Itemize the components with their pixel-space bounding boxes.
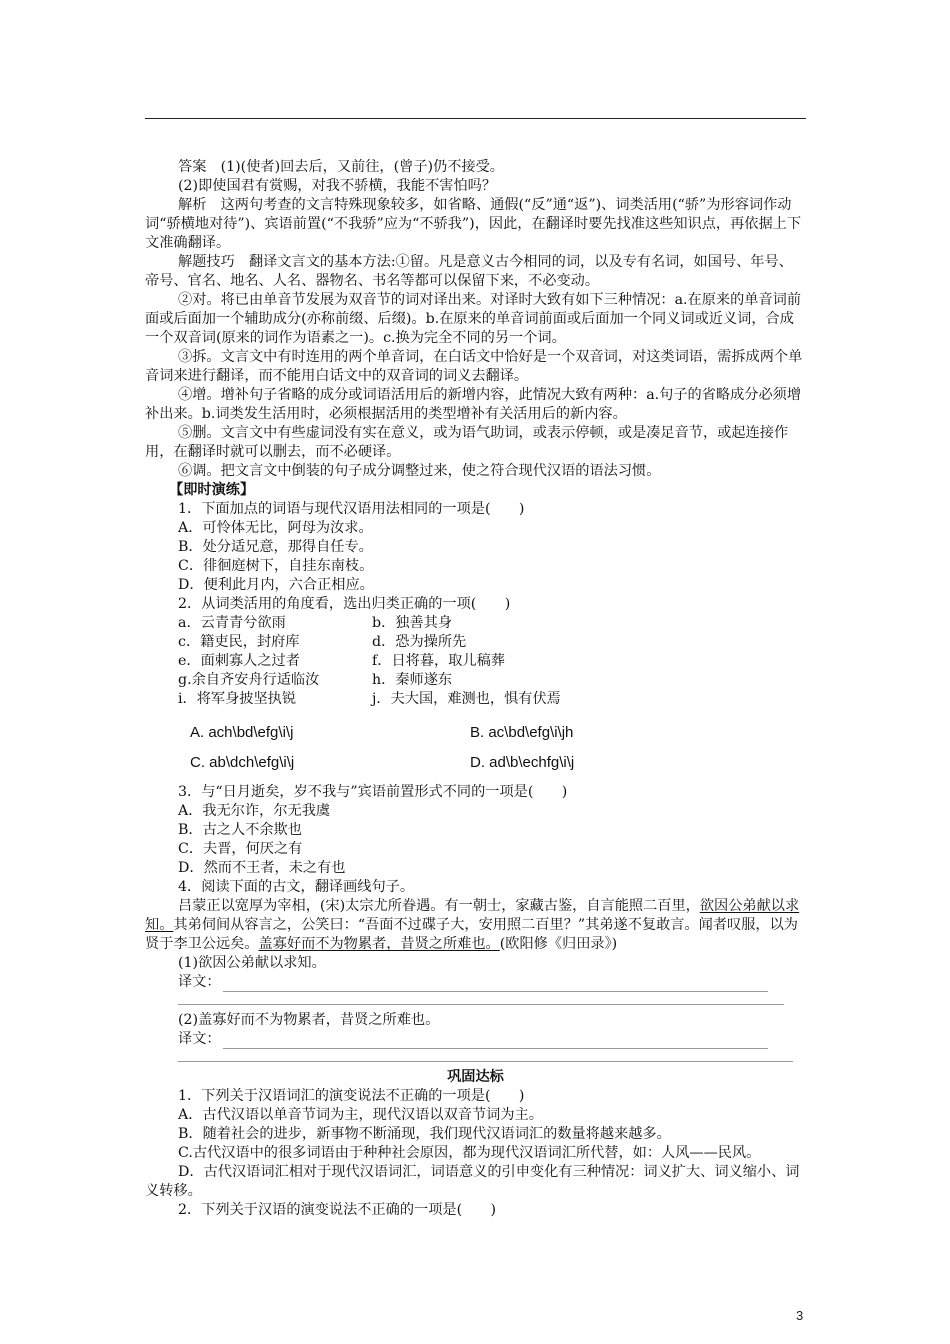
- example-pair: [145, 652, 806, 671]
- example-item: e．面刺寡人之过者: [178, 653, 300, 669]
- answer-line-2: (2)即使国君有赏赐，对我不骄横，我能不害怕吗？: [178, 178, 497, 194]
- option-d: D．古代汉语词汇相对于现代汉语词汇，词语意义的引申变化有三种情况：词义扩大、词义缩小、词义转移。: [145, 1164, 800, 1199]
- choice-a: A. ach\bd\efg\i\j: [190, 724, 294, 741]
- choice-b: B. ac\bd\efg\i\jh: [470, 724, 574, 741]
- answer-line[interactable]: [178, 1049, 793, 1062]
- choice-d: D. ad\b\echfg\i\j: [470, 754, 575, 771]
- translation-field[interactable]: [145, 973, 806, 992]
- tip-paragraph: ②对。将已由单音节发展为双音节的词对译出来。对译时大致有如下三种情况：a.在原来的单音词前面或后面加一个辅助成分(亦称前缀、后缀)。b.在原来的单音词前面或后面加一个同义词或近义词，合成一个双音词(原来的词作为语素之一)。c.换为完全不同的另一个词。: [145, 292, 802, 346]
- page-number: 3: [796, 1308, 804, 1323]
- question-stem: 2．从词类活用的角度看，选出归类正确的一项( ): [178, 596, 511, 612]
- tip-paragraph: ④增。增补句子省略的成分或词语活用后的新增内容，此情况大致有两种：a.句子的省略成分必须增补出来。b.词类发生活用时，必须根据活用的类型增补有关活用后的新内容。: [145, 387, 802, 422]
- translation-label: 译文：: [178, 1031, 221, 1047]
- option-c: C．徘徊庭树下，自挂东南枝。: [178, 558, 374, 574]
- answer-line[interactable]: [178, 992, 784, 1005]
- choice-row: [145, 747, 806, 779]
- passage-text: 吕蒙正以宽厚为宰相，(宋)太宗尤所眷遇。有一朝士，家藏古鉴，自言能照二百里，: [178, 898, 700, 914]
- choice-c: C. ab\dch\efg\i\j: [190, 754, 295, 771]
- option-d: D．便利此月内，六合正相应。: [178, 577, 374, 593]
- translate-sentence-2: (2)盖寡好而不为物累者，昔贤之所难也。: [178, 1012, 440, 1028]
- example-pair: [145, 690, 806, 709]
- answer-line[interactable]: [223, 977, 768, 992]
- question-stem: 4．阅读下面的古文，翻译画线句子。: [178, 879, 415, 895]
- example-item: c．籍吏民，封府库: [178, 634, 300, 650]
- underlined-sentence-1: 欲因公弟献以求知。: [145, 898, 800, 933]
- option-a: A．我无尔诈，尔无我虞: [178, 803, 331, 819]
- choice-row: [145, 717, 806, 749]
- question-stem: 1．下列关于汉语词汇的演变说法不正确的一项是( ): [178, 1088, 525, 1104]
- tip-paragraph: ③拆。文言文中有时连用的两个单音词，在白话文中恰好是一个双音词，对这类词语，需拆成两个单音词来进行翻译，而不能用白话文中的双音词的词义去翻译。: [145, 349, 803, 384]
- question-stem: 3．与“日月逝矣，岁不我与”宾语前置形式不同的一项是( ): [178, 784, 568, 800]
- option-a: A．可怜体无比，阿母为汝求。: [178, 520, 373, 536]
- example-pair: [145, 633, 806, 652]
- example-item: g.余自齐安舟行适临汝: [178, 672, 320, 688]
- example-item: j．夫大国，难测也，惧有伏焉: [372, 691, 561, 707]
- tip-paragraph: ⑥调。把文言文中倒装的句子成分调整过来，使之符合现代汉语的语法习惯。: [178, 463, 661, 479]
- example-item: a．云青青兮欲雨: [178, 615, 286, 631]
- option-d: D．然而不王者，未之有也: [178, 860, 346, 876]
- tip-paragraph: ⑤删。文言文中有些虚词没有实在意义，或为语气助词，或表示停顿，或是凑足音节，或起连接作用，在翻译时就可以删去，而不必硬译。: [145, 425, 789, 460]
- example-pair: [145, 671, 806, 690]
- underlined-sentence-2: 盖寡好而不为物累者，昔贤之所难也。: [258, 936, 500, 952]
- translate-sentence-1: (1)欲因公弟献以求知。: [178, 955, 326, 971]
- option-c: C．夫晋，何厌之有: [178, 841, 303, 857]
- classical-passage: [145, 897, 806, 954]
- option-b: B．随着社会的进步，新事物不断涌现，我们现代汉语词汇的数量将越来越多。: [178, 1126, 671, 1142]
- section-heading: 巩固达标: [447, 1069, 504, 1085]
- document-body: [145, 158, 806, 1220]
- option-b: B．处分适兄意，那得自任专。: [178, 539, 373, 555]
- question-stem: 2．下列关于汉语的演变说法不正确的一项是( ): [178, 1202, 497, 1218]
- option-c: C.古代汉语中的很多词语由于种种社会原因，都为现代汉语词汇所代替，如：人风——民风。: [178, 1145, 761, 1161]
- option-a: A．古代汉语以单音节词为主，现代汉语以双音节词为主。: [178, 1107, 543, 1123]
- practice-heading: 【即时演练】: [169, 482, 255, 498]
- analysis-paragraph: 解析 这两句考查的文言特殊现象较多，如省略、通假(“反”通“返”)、词类活用(“骄”为形容词作动词“骄横地对待”)、宾语前置(“不我骄”应为“不骄我”)，因此，在翻译时要先找准这些知识点，再依据上下文准确翻译。: [145, 197, 802, 251]
- example-item: b．独善其身: [372, 615, 453, 631]
- passage-source: (欧阳修《归田录》): [499, 936, 618, 952]
- example-item: f．日将暮，取儿稿葬: [372, 653, 505, 669]
- header-rule: [145, 118, 806, 119]
- answer-line-1: 答案 (1)(使者)回去后，又前往，(曾子)仍不接受。: [178, 159, 504, 175]
- example-item: h．秦师遂东: [372, 672, 453, 688]
- example-item: d．恐为操所先: [372, 634, 467, 650]
- tip-paragraph: 解题技巧 翻译文言文的基本方法:①留。凡是意义古今相同的词，以及专有名词，如国号、年号、帝号、官名、地名、人名、器物名、书名等都可以保留下来，不必变动。: [145, 254, 793, 289]
- translation-label: 译文：: [178, 974, 221, 990]
- passage-text: 其弟伺间从容言之，公笑曰：“吾面不过碟子大，安用照二百里？”其弟遂不复敢言。闻者叹服，以为贤于李卫公远矣。: [145, 917, 798, 952]
- translation-field[interactable]: [145, 1030, 806, 1049]
- example-item: i．将军身披坚执锐: [178, 691, 297, 707]
- question-stem: 1．下面加点的词语与现代汉语用法相同的一项是( ): [178, 501, 525, 517]
- answer-line[interactable]: [223, 1034, 768, 1049]
- example-pair: [145, 614, 806, 633]
- option-b: B．古之人不余欺也: [178, 822, 302, 838]
